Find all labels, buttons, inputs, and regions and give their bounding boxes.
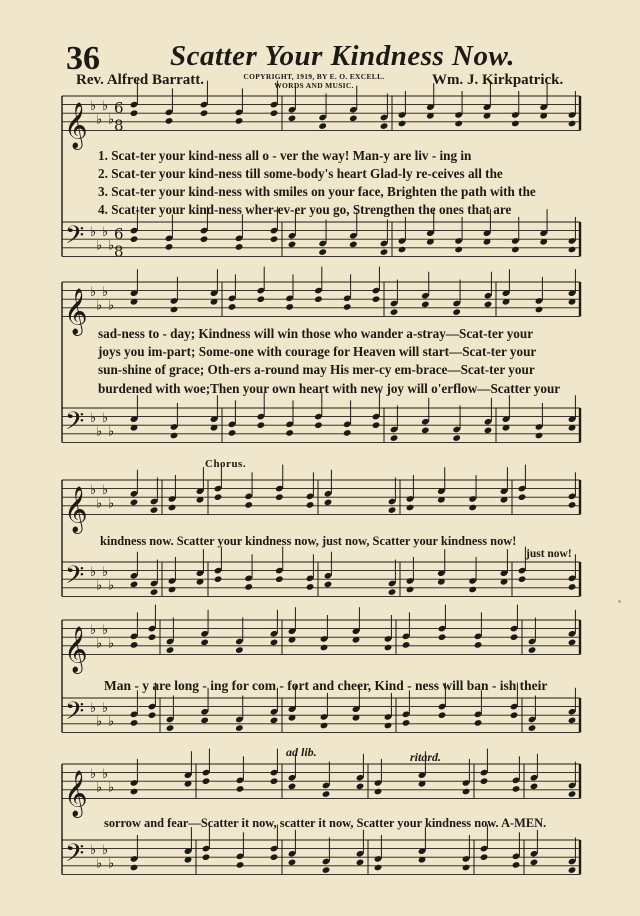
note-head	[349, 115, 358, 123]
note-head	[518, 493, 527, 501]
hymn-number: 36	[66, 40, 100, 77]
composer-credit: Wm. J. Kirkpatrick.	[432, 72, 564, 88]
key-signature-flat: ♭	[108, 112, 115, 128]
note-head	[256, 295, 265, 303]
note-head	[275, 493, 284, 501]
note-head	[452, 434, 461, 442]
key-signature-flat: ♭	[102, 842, 109, 858]
note-head	[214, 575, 223, 583]
lyricist-credit: Rev. Alfred Barratt.	[76, 72, 205, 88]
treble-clef: 𝄞	[64, 288, 88, 335]
note-head	[343, 429, 352, 437]
note-head	[474, 719, 483, 727]
note-head	[530, 859, 539, 867]
note-head	[235, 724, 244, 732]
note-head	[512, 861, 521, 869]
verse-3-line-1: 3. Scat-ter your kind-ness with smiles on your face, Brighten the path with the	[98, 184, 536, 199]
note-head	[200, 639, 209, 647]
bass-clef: 𝄢	[65, 560, 85, 596]
note-head	[528, 724, 537, 732]
note-head	[454, 246, 463, 254]
note-head	[390, 434, 399, 442]
note-head	[270, 717, 279, 725]
chorus-lyric-line-3: sorrow and fear—Scatter it now, scatter it now, Scatter your kindness now. A-MEN.	[104, 816, 547, 830]
time-signature-top: 6	[114, 99, 124, 118]
key-signature-flat: ♭	[96, 780, 103, 796]
note-head	[166, 724, 175, 732]
note-head	[322, 790, 331, 798]
bass-clef: 𝄢	[65, 838, 85, 874]
key-signature-flat: ♭	[90, 410, 97, 426]
key-signature-flat: ♭	[102, 410, 109, 426]
key-signature-flat: ♭	[96, 714, 103, 730]
note-head	[150, 588, 159, 596]
note-head	[256, 421, 265, 429]
key-signature-flat: ♭	[90, 700, 97, 716]
key-signature-flat: ♭	[108, 238, 115, 254]
verse-4-line-2: burdened with woe;Then your own heart with new joy will o'erflow—Scatter your	[98, 381, 561, 396]
verse-2-line-1: 2. Scat-ter your kind-ness till some-body's heart Glad-ly re-ceives all the	[98, 166, 503, 181]
verse-2-line-2: joys you im-part; Some-one with courage for Heaven will start—Scat-ter your	[98, 344, 537, 359]
time-signature-bottom: 8	[114, 116, 124, 135]
key-signature-flat: ♭	[102, 482, 109, 498]
note-head	[384, 722, 393, 730]
note-head	[484, 301, 493, 309]
key-signature-flat: ♭	[102, 98, 109, 114]
note-head	[306, 583, 315, 591]
chorus-label: Chorus.	[205, 458, 247, 470]
note-head	[388, 588, 397, 596]
note-head	[380, 122, 389, 130]
note-head	[484, 427, 493, 435]
note-head	[148, 633, 157, 641]
note-head	[468, 504, 477, 512]
note-head	[235, 646, 244, 654]
key-signature-flat: ♭	[96, 636, 103, 652]
note-head	[388, 506, 397, 514]
chorus-echo: just now!	[526, 548, 572, 560]
note-head	[322, 866, 331, 874]
note-head	[288, 859, 297, 867]
note-head	[130, 499, 139, 507]
note-head	[235, 117, 244, 125]
ad-lib-direction: ad lib.	[286, 745, 317, 759]
note-head	[511, 120, 520, 128]
note-head	[402, 641, 411, 649]
key-signature-flat: ♭	[108, 714, 115, 730]
note-head	[200, 109, 209, 117]
note-head	[349, 241, 358, 249]
note-head	[421, 427, 430, 435]
note-head	[568, 790, 577, 798]
note-head	[168, 586, 177, 594]
note-head	[270, 235, 279, 243]
key-signature-flat: ♭	[96, 856, 103, 872]
note-head	[130, 641, 139, 649]
key-signature-flat: ♭	[102, 766, 109, 782]
key-signature-flat: ♭	[108, 496, 115, 512]
note-head	[462, 864, 471, 872]
copyright-line-1: COPYRIGHT, 1919, BY E. O. EXCELL.	[243, 72, 385, 81]
note-head	[168, 504, 177, 512]
note-head	[200, 717, 209, 725]
key-signature-flat: ♭	[90, 766, 97, 782]
key-signature-flat: ♭	[90, 482, 97, 498]
note-head	[270, 109, 279, 117]
note-head	[202, 853, 211, 861]
note-head	[374, 788, 383, 796]
note-head	[288, 241, 297, 249]
note-head	[390, 308, 399, 316]
note-head	[200, 235, 209, 243]
note-head	[236, 785, 245, 793]
note-head	[318, 248, 327, 256]
note-head	[380, 248, 389, 256]
key-signature-flat: ♭	[102, 564, 109, 580]
bass-clef: 𝄢	[65, 406, 85, 442]
key-signature-flat: ♭	[96, 112, 103, 128]
note-head	[511, 246, 520, 254]
key-signature-flat: ♭	[108, 636, 115, 652]
key-signature-flat: ♭	[96, 496, 103, 512]
treble-clef: 𝄞	[64, 486, 88, 533]
note-head	[228, 303, 237, 311]
time-signature-top: 6	[114, 225, 124, 244]
note-head	[288, 783, 297, 791]
note-head	[165, 243, 174, 251]
note-head	[530, 783, 539, 791]
note-head	[568, 583, 577, 591]
bass-clef: 𝄢	[65, 696, 85, 732]
note-head	[150, 506, 159, 514]
note-head	[318, 122, 327, 130]
note-head	[235, 243, 244, 251]
note-head	[510, 633, 519, 641]
key-signature-flat: ♭	[108, 424, 115, 440]
note-head	[406, 504, 415, 512]
note-head	[480, 853, 489, 861]
key-signature-flat: ♭	[102, 622, 109, 638]
note-head	[535, 432, 544, 440]
key-signature-flat: ♭	[96, 238, 103, 254]
note-head	[535, 306, 544, 314]
note-head	[510, 711, 519, 719]
key-signature-flat: ♭	[102, 700, 109, 716]
note-head	[166, 646, 175, 654]
treble-clef: 𝄞	[64, 770, 88, 817]
note-head	[568, 246, 577, 254]
verse-1-line-2: sad-ness to - day; Kindness will win those who wander a-stray—Scat-ter your	[98, 326, 534, 341]
copyright-line-2: WORDS AND MUSIC.	[274, 81, 354, 90]
note-head	[398, 246, 407, 254]
bass-clef: 𝄢	[65, 220, 85, 256]
note-head	[314, 295, 323, 303]
key-signature-flat: ♭	[108, 780, 115, 796]
note-head	[170, 432, 179, 440]
note-head	[568, 639, 577, 647]
note-head	[406, 586, 415, 594]
note-head	[356, 783, 365, 791]
note-head	[130, 581, 139, 589]
note-head	[270, 639, 279, 647]
verse-3-line-2: sun-shine of grace; Oth-ers a-round may His mer-cy em-brace—Scat-ter your	[98, 362, 535, 377]
note-head	[314, 421, 323, 429]
note-head	[324, 581, 333, 589]
key-signature-flat: ♭	[90, 224, 97, 240]
note-head	[512, 785, 521, 793]
note-head	[398, 120, 407, 128]
key-signature-flat: ♭	[90, 284, 97, 300]
note-head	[130, 235, 139, 243]
note-head	[285, 303, 294, 311]
note-head	[275, 575, 284, 583]
note-head	[214, 493, 223, 501]
note-head	[324, 499, 333, 507]
chorus-lyric-line-1: kindness now. Scatter your kindness now, just now, Scatter your kindness now!	[100, 534, 517, 548]
verse-4-line-1: 4. Scat-ter your kind-ness wher-ev-er you go, Strengthen the ones that are	[98, 202, 512, 217]
note-head	[130, 719, 139, 727]
hymn-title: Scatter Your Kindness Now.	[170, 40, 515, 72]
note-head	[130, 109, 139, 117]
key-signature-flat: ♭	[102, 284, 109, 300]
note-head	[372, 421, 381, 429]
note-head	[130, 864, 139, 872]
note-head	[518, 575, 527, 583]
note-head	[528, 646, 537, 654]
chorus-lyric-line-2: Man - y are long - ing for com - fort and cheer, Kind - ness will ban - ish their	[104, 678, 548, 693]
time-signature-bottom: 8	[114, 242, 124, 261]
note-head	[568, 501, 577, 509]
key-signature-flat: ♭	[96, 424, 103, 440]
note-head	[402, 719, 411, 727]
note-head	[568, 717, 577, 725]
key-signature-flat: ♭	[102, 224, 109, 240]
note-head	[374, 864, 383, 872]
treble-clef: 𝄞	[64, 102, 88, 149]
note-head	[244, 501, 253, 509]
key-signature-flat: ♭	[90, 842, 97, 858]
ritard-direction: ritard.	[410, 750, 442, 764]
note-head	[568, 866, 577, 874]
note-head	[236, 861, 245, 869]
note-head	[130, 788, 139, 796]
note-head	[244, 583, 253, 591]
note-head	[148, 711, 157, 719]
key-signature-flat: ♭	[108, 856, 115, 872]
note-head	[372, 295, 381, 303]
note-head	[343, 303, 352, 311]
note-head	[270, 853, 279, 861]
key-signature-flat: ♭	[108, 578, 115, 594]
note-head	[320, 644, 329, 652]
key-signature-flat: ♭	[90, 98, 97, 114]
note-head	[356, 859, 365, 867]
note-head	[474, 641, 483, 649]
note-head	[202, 777, 211, 785]
verse-1-line-1: 1. Scat-ter your kind-ness all o - ver the way! Man-y are liv - ing in	[98, 148, 472, 163]
note-head	[462, 788, 471, 796]
note-head	[288, 115, 297, 123]
treble-clef: 𝄞	[64, 626, 88, 673]
note-head	[454, 120, 463, 128]
key-signature-flat: ♭	[96, 298, 103, 314]
note-head	[421, 301, 430, 309]
note-head	[438, 711, 447, 719]
note-head	[285, 429, 294, 437]
note-head	[306, 501, 315, 509]
note-head	[270, 777, 279, 785]
note-head	[165, 117, 174, 125]
note-head	[320, 722, 329, 730]
key-signature-flat: ♭	[90, 564, 97, 580]
paper-speck	[618, 600, 621, 603]
note-head	[568, 120, 577, 128]
key-signature-flat: ♭	[96, 578, 103, 594]
note-head	[438, 633, 447, 641]
note-head	[480, 777, 489, 785]
key-signature-flat: ♭	[90, 622, 97, 638]
note-head	[384, 644, 393, 652]
note-head	[468, 586, 477, 594]
note-head	[170, 306, 179, 314]
key-signature-flat: ♭	[108, 298, 115, 314]
note-head	[452, 308, 461, 316]
note-head	[228, 429, 237, 437]
